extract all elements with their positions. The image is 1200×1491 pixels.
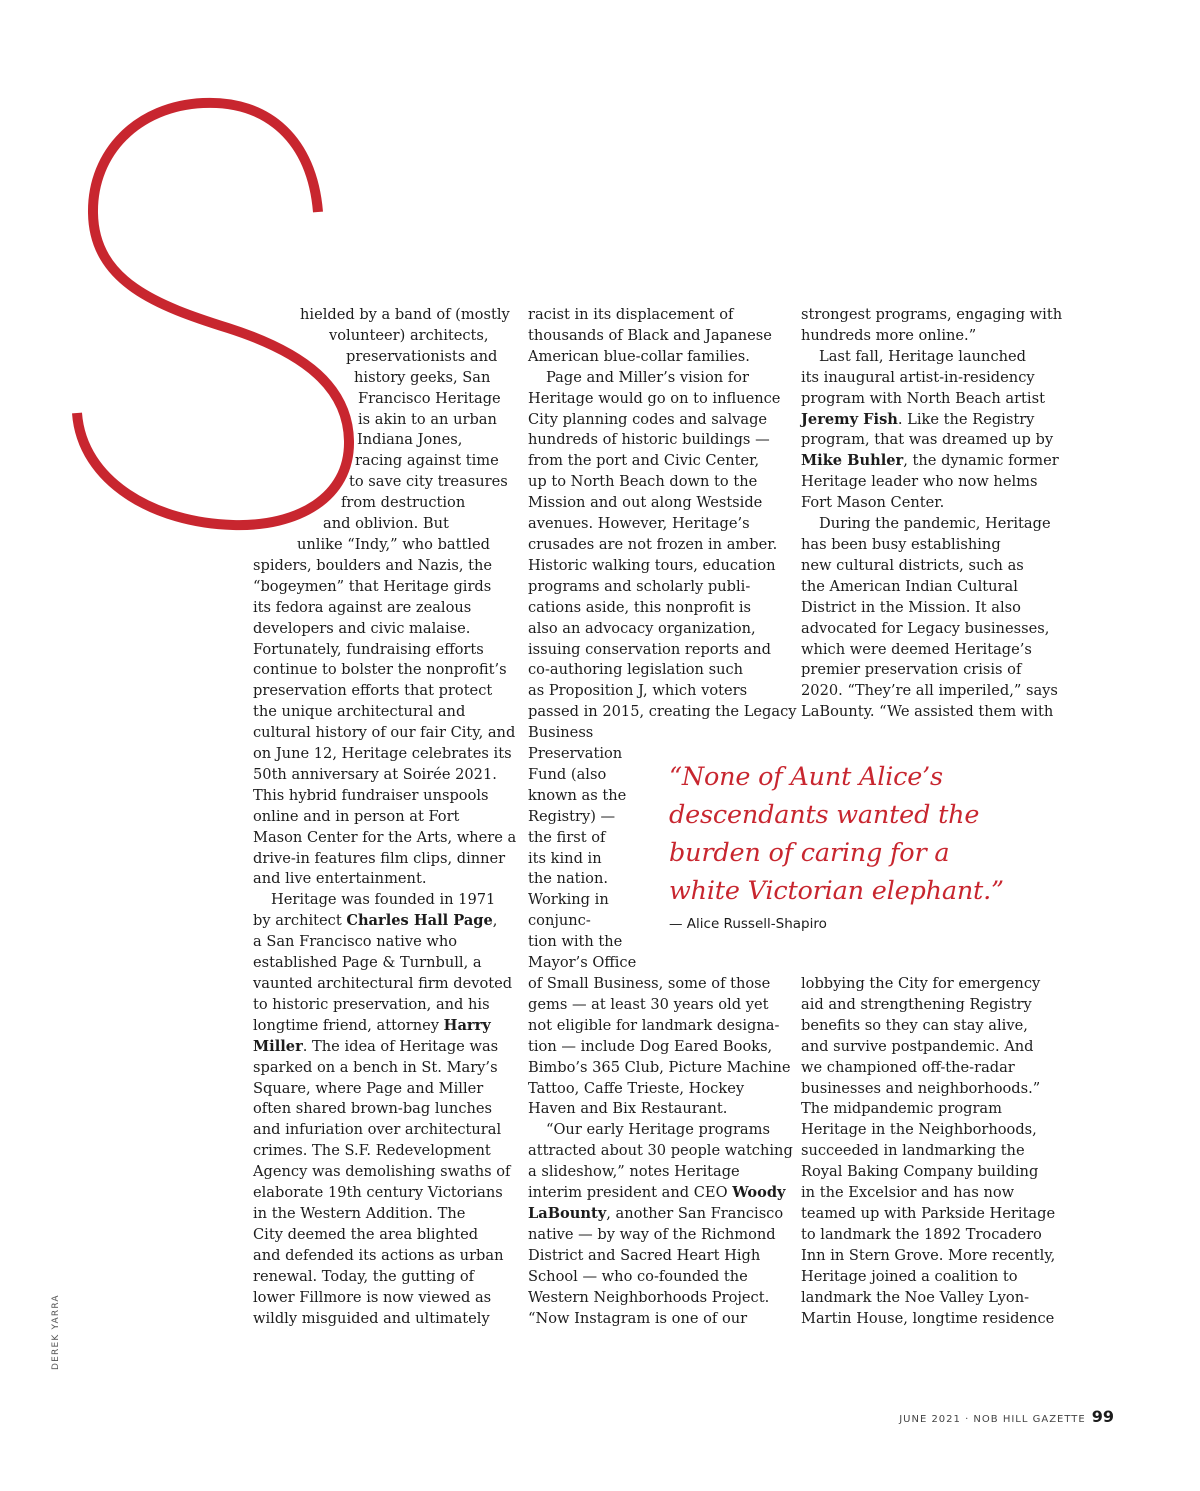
body-line: “bogeymen” that Heritage girds [253,577,492,595]
body-line: Martin House, longtime residence [801,1309,1055,1327]
body-line: Indiana Jones, [357,431,463,449]
body-line: Mission and out along Westside [528,494,763,512]
body-line: elaborate 19th century Victorians [253,1184,503,1202]
body-line: Royal Baking Company building [801,1163,1039,1181]
body-line [801,410,1063,431]
body-line: Fund (also [528,765,607,783]
body-line: landmark the Noe Valley Lyon- [801,1288,1030,1306]
body-line: volunteer) architects, [329,326,489,344]
body-line: conjunc- [528,912,591,930]
body-line: attracted about 30 people watching [528,1142,793,1160]
body-text: , [492,912,498,930]
folio-text: JUNE 2021 · NOB HILL GAZETTE [899,1414,1086,1425]
body-text: . Like the Registry [897,410,1035,428]
body-line: unlike “Indy,” who battled [297,535,490,553]
body-line: The midpandemic program [801,1100,1002,1118]
body-line: Last fall, Heritage launched [819,347,1027,365]
body-line: Heritage joined a coalition to [801,1267,1018,1285]
body-line: Working in [528,891,609,909]
body-line: and infuriation over architectural [253,1121,502,1139]
body-line: wildly misguided and ultimately [253,1309,490,1327]
body-line: program, that was dreamed up by [801,431,1054,449]
body-line: City deemed the area blighted [253,1225,479,1243]
body-line: Heritage leader who now helms [801,473,1038,491]
body-text: . The idea of Heritage was [302,1037,499,1055]
person-name: LaBounty [528,1204,607,1222]
body-line: Bimbo’s 365 Club, Picture Machine [528,1058,791,1076]
photo-credit: DEREK YARRA [51,1294,61,1370]
body-line: tion — include Dog Eared Books, [528,1037,773,1055]
body-line: gems — at least 30 years old yet [528,995,769,1013]
body-line: City planning codes and salvage [528,410,768,428]
body-line: succeeded in landmarking the [801,1142,1025,1160]
body-line [801,451,1063,472]
body-line: passed in 2015, creating the Legacy [528,703,797,721]
body-line: co-authoring legislation such [528,661,744,679]
body-line: Mason Center for the Arts, where a [253,828,517,846]
body-line: Agency was demolishing swaths of [253,1163,511,1181]
pull-quote-attribution: — Alice Russell-Shapiro [669,916,827,932]
body-text: interim president and CEO [528,1184,733,1202]
page-folio [899,1407,1114,1426]
body-line: strongest programs, engaging with [801,306,1063,323]
body-text: by architect [253,912,347,930]
article-column-1 [253,305,517,1329]
body-line: teamed up with Parkside Heritage [801,1204,1056,1222]
body-line: benefits so they can stay alive, [801,1016,1028,1034]
body-line: sparked on a bench in St. Mary’s [253,1058,498,1076]
body-line: known as the [528,786,627,804]
body-line: Preservation [528,745,623,763]
body-line: programs and scholarly publi- [528,577,751,595]
body-line: in the Western Addition. The [253,1204,466,1222]
body-line: Western Neighborhoods Project. [528,1288,770,1306]
body-line: “Our early Heritage programs [546,1121,770,1139]
body-line: Tattoo, Caffe Trieste, Hockey [528,1079,745,1097]
body-line: During the pandemic, Heritage [819,515,1051,533]
body-line: and live entertainment. [253,870,427,888]
body-line: also an advocacy organization, [528,619,756,637]
body-line: the first of [528,828,606,846]
body-line: School — who co-founded the [528,1267,748,1285]
body-line: renewal. Today, the gutting of [253,1267,475,1285]
body-line: Fort Mason Center. [801,494,945,512]
pull-quote-line: descendants wanted the [669,800,980,830]
person-name: Harry [443,1016,491,1034]
body-line: the unique architectural and [253,703,466,721]
body-line: the American Indian Cultural [801,577,1018,595]
body-line: online and in person at Fort [253,807,460,825]
body-line: Heritage in the Neighborhoods, [801,1121,1037,1139]
body-line: aid and strengthening Registry [801,995,1032,1013]
body-line: preservationists and [346,347,498,365]
body-line: issuing conservation reports and [528,640,772,658]
body-line: tion with the [528,933,623,951]
body-line: the nation. [528,870,608,888]
body-line: as Proposition J, which voters [528,682,748,700]
body-line: spiders, boulders and Nazis, the [253,556,493,574]
body-line: from the port and Civic Center, [528,452,760,470]
body-line: we championed off-the-radar [801,1058,1015,1076]
person-name: Woody [732,1184,786,1202]
body-line: its fedora against are zealous [253,598,472,616]
pull-quote-line: white Victorian elephant.” [669,876,1004,906]
body-line: cultural history of our fair City, and [253,724,516,742]
body-line: preservation efforts that protect [253,682,493,700]
body-line: Mayor’s Office [528,954,637,972]
body-line: Registry) — [528,807,616,825]
body-line: racing against time [355,452,499,470]
body-line [528,1183,788,1204]
body-line: crusades are not frozen in amber. [528,535,778,553]
body-line: racist in its displacement of [528,306,734,323]
body-line: hundreds of historic buildings — [528,431,770,449]
body-line: from destruction [341,494,466,512]
pull-quote-line: burden of caring for a [669,838,950,868]
body-line: of Small Business, some of those [528,975,771,992]
body-line: LaBounty. “We assisted them with [801,703,1054,721]
body-line: “Now Instagram is one of our [528,1309,748,1327]
person-name: Charles Hall Page [346,912,493,930]
body-line: Page and Miller’s vision for [546,368,749,386]
body-line: District in the Mission. It also [801,598,1021,616]
body-line: businesses and neighborhoods.” [801,1079,1041,1097]
body-line: lower Fillmore is now viewed as [253,1288,492,1306]
person-name: Jeremy Fish [801,410,898,428]
body-line: cations aside, this nonprofit is [528,598,751,616]
body-line: to landmark the 1892 Trocadero [801,1225,1042,1243]
body-line: Heritage would go on to influence [528,389,781,407]
body-line: on June 12, Heritage celebrates its [253,745,512,763]
body-line: has been busy establishing [801,535,1001,553]
article-column-3-top [801,305,1063,723]
body-line: premier preservation crisis of [801,661,1022,679]
body-line: established Page & Turnbull, a [253,954,482,972]
page-number: 99 [1091,1407,1114,1426]
body-line: Fortunately, fundraising efforts [253,640,484,658]
body-line: Square, where Page and Miller [253,1079,484,1097]
person-name: Miller [253,1037,303,1055]
body-line: up to North Beach down to the [528,473,758,491]
body-line: Inn in Stern Grove. More recently, [801,1246,1056,1264]
body-line: developers and civic malaise. [253,619,471,637]
body-line: which were deemed Heritage’s [801,640,1032,658]
body-line: often shared brown-bag lunches [253,1100,493,1118]
body-line: and oblivion. But [323,515,449,533]
body-line: 50th anniversary at Soirée 2021. [253,765,497,783]
body-line: in the Excelsior and has now [801,1184,1015,1202]
body-line: advocated for Legacy businesses, [801,619,1050,637]
body-line: Business [528,724,594,742]
body-line: and survive postpandemic. And [801,1037,1034,1055]
body-line: lobbying the City for emergency [801,975,1041,992]
body-line: Historic walking tours, education [528,556,776,574]
body-line [253,1016,513,1037]
body-line: This hybrid fundraiser unspools [253,786,489,804]
body-line: to save city treasures [349,473,508,491]
body-line: native — by way of the Richmond [528,1225,776,1243]
body-line: history geeks, San [354,368,491,386]
person-name: Mike Buhler [801,452,904,470]
body-line: Haven and Bix Restaurant. [528,1100,728,1118]
body-line: continue to bolster the nonprofit’s [253,661,507,679]
body-line: a slideshow,” notes Heritage [528,1163,740,1181]
body-line: crimes. The S.F. Redevelopment [253,1142,491,1160]
body-line: and defended its actions as urban [253,1246,504,1264]
body-line: new cultural districts, such as [801,556,1024,574]
pull-quote [669,758,1089,932]
body-line: program with North Beach artist [801,389,1045,407]
body-line: its inaugural artist-in-residency [801,368,1035,386]
body-line [253,911,513,932]
body-line: vaunted architectural firm devoted [253,975,513,992]
body-line: hundreds more online.” [801,326,977,344]
body-text: longtime friend, attorney [253,1016,444,1034]
pull-quote-line: “None of Aunt Alice’s [669,762,943,792]
body-line: is akin to an urban [358,410,497,428]
body-line: 2020. “They’re all imperiled,” says [801,682,1058,700]
body-text: , another San Francisco [606,1204,784,1222]
body-line: Francisco Heritage [358,389,501,407]
body-line: hielded by a band of (mostly [300,306,510,323]
body-line: not eligible for landmark designa- [528,1016,780,1034]
body-line: thousands of Black and Japanese [528,326,772,344]
body-line: its kind in [528,849,602,867]
body-line [253,1037,513,1058]
body-line: a San Francisco native who [253,933,458,951]
body-line: District and Sacred Heart High [528,1246,761,1264]
body-line: American blue-collar families. [528,347,750,365]
body-line: avenues. However, Heritage’s [528,515,750,533]
article-column-3-bottom [801,974,1063,1329]
body-text: , the dynamic former [903,452,1059,470]
body-line [528,1204,788,1225]
body-line: to historic preservation, and his [253,995,490,1013]
body-line: Heritage was founded in 1971 [271,891,496,909]
body-line: drive-in features film clips, dinner [253,849,506,867]
